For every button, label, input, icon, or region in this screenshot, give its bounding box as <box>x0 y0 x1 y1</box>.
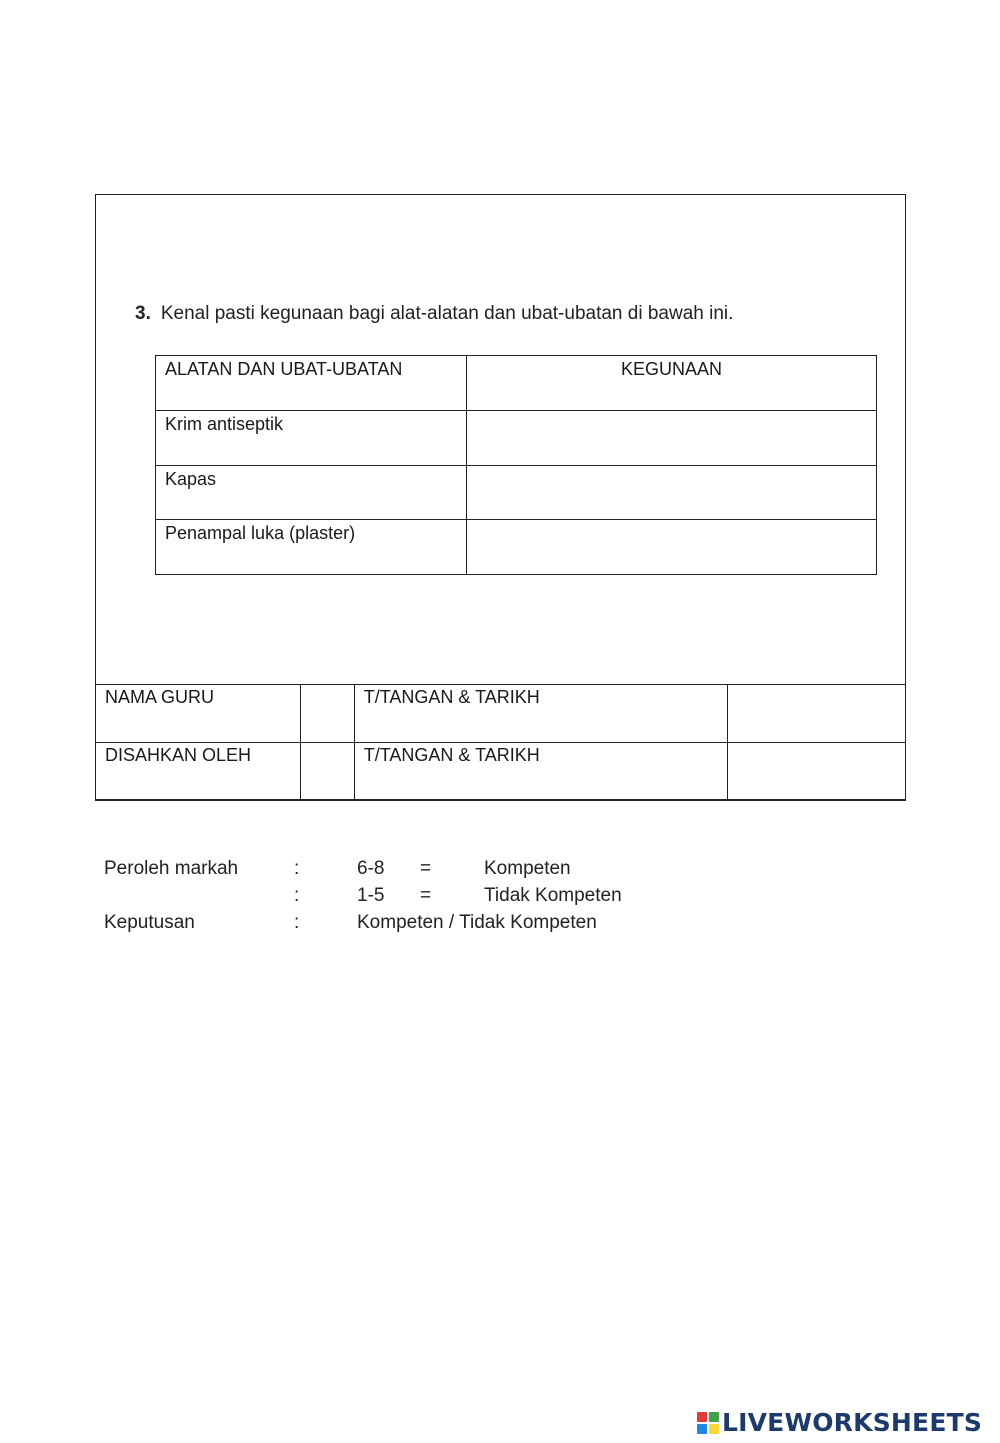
logo-blocks-icon <box>697 1412 719 1434</box>
marks-range: 1-5 <box>357 885 385 906</box>
equals-sign: = <box>420 858 432 879</box>
marks-result: Tidak Kompeten <box>484 885 622 906</box>
table-row <box>156 465 877 520</box>
question-number: 3. <box>135 303 151 324</box>
item-cell: Penampal luka (plaster) <box>156 520 467 575</box>
marks-range: 6-8 <box>357 858 385 879</box>
signature-row <box>96 685 906 743</box>
colon: : <box>294 858 300 879</box>
signature-row <box>96 743 906 801</box>
teacher-name-box <box>300 685 354 743</box>
table-header-row <box>156 356 877 411</box>
header-items: ALATAN DAN UBAT-UBATAN <box>156 356 467 411</box>
marks-result: Kompeten <box>484 858 571 879</box>
decision-label: Keputusan <box>104 912 195 933</box>
marks-section <box>104 858 704 939</box>
decision-row <box>104 912 704 939</box>
question-3 <box>135 303 733 325</box>
table-row <box>156 520 877 575</box>
marks-row <box>104 858 704 885</box>
teacher-name-label: NAMA GURU <box>96 685 301 743</box>
decision-value: Kompeten / Tidak Kompeten <box>357 912 597 933</box>
signature-date-box <box>728 743 906 801</box>
usage-answer-cell[interactable] <box>467 465 877 520</box>
verified-by-label: DISAHKAN OLEH <box>96 743 301 801</box>
signature-date-label: T/TANGAN & TARIKH <box>354 743 728 801</box>
usage-table <box>155 355 877 575</box>
signature-date-label: T/TANGAN & TARIKH <box>354 685 728 743</box>
table-row <box>156 410 877 465</box>
question-text: Kenal pasti kegunaan bagi alat-alatan dan ubat-ubatan di bawah ini. <box>160 303 734 324</box>
signature-date-box <box>728 685 906 743</box>
liveworksheets-logo <box>697 1408 982 1437</box>
header-usage: KEGUNAAN <box>467 356 877 411</box>
logo-text: LIVEWORKSHEETS <box>722 1408 983 1437</box>
usage-answer-cell[interactable] <box>467 410 877 465</box>
usage-answer-cell[interactable] <box>467 520 877 575</box>
marks-row <box>104 885 704 912</box>
item-cell: Kapas <box>156 465 467 520</box>
item-cell: Krim antiseptik <box>156 410 467 465</box>
marks-label: Peroleh markah <box>104 858 239 879</box>
signature-table <box>95 684 906 801</box>
equals-sign: = <box>420 885 432 906</box>
verified-by-box <box>300 743 354 801</box>
colon: : <box>294 885 300 906</box>
colon: : <box>294 912 300 933</box>
